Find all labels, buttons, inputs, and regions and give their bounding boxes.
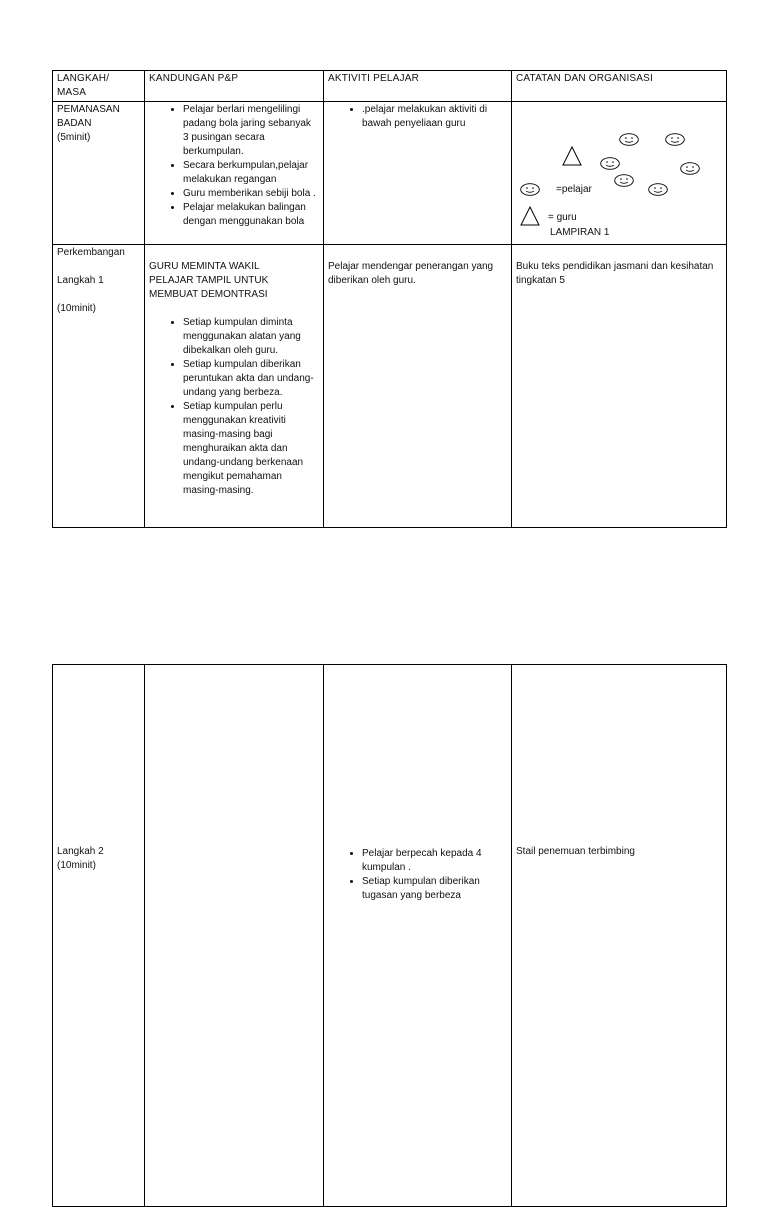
list-item: • Guru memberikan sebiji bola .	[183, 187, 319, 201]
cell-aktiviti-pemanasan	[324, 102, 512, 245]
smiley-face-icon	[619, 133, 639, 146]
row-perkembangan	[53, 245, 727, 528]
list-item: • Secara berkumpulan,pelajar melakukan regangan	[183, 159, 319, 187]
langkah-line: (5minit)	[57, 132, 91, 143]
smiley-face-icon	[680, 162, 700, 175]
langkah-line: (10minit)	[57, 303, 96, 314]
cell-langkah-pemanasan	[53, 102, 145, 245]
langkah-line: BADAN	[57, 118, 92, 129]
legend-pelajar: =pelajar	[556, 184, 592, 195]
cell-kandungan-pemanasan	[145, 102, 324, 245]
row-pemanasan	[53, 102, 727, 245]
cell-aktiviti-langkah-1	[324, 245, 512, 528]
langkah-line: (10minit)	[57, 860, 96, 871]
list-item: • .pelajar melakukan aktiviti di bawah penyeliaan guru	[362, 103, 507, 131]
list-item: • Setiap kumpulan perlu menggunakan kreativiti masing-masing bagi menghuraikan akta dan undang-undang berkenaan mengikut pemahaman masing-masing.	[183, 400, 319, 498]
list-item: • Setiap kumpulan diminta menggunakan alatan yang dibekalkan oleh guru.	[183, 316, 319, 358]
header-aktiviti: AKTIVITI PELAJAR	[324, 71, 512, 102]
cell-langkah-2	[53, 665, 145, 1207]
langkah-line: Perkembangan	[57, 247, 125, 258]
kandungan-list	[149, 316, 319, 498]
header-kandungan: KANDUNGAN P&P	[145, 71, 324, 102]
aktiviti-list	[328, 103, 507, 131]
kandungan-intro-line: PELAJAR TAMPIL UNTUK	[149, 275, 269, 286]
aktiviti-list	[328, 847, 507, 903]
legend-guru: = guru	[548, 212, 577, 223]
smiley-face-icon	[648, 183, 668, 196]
smiley-face-icon	[600, 157, 620, 170]
kandungan-list	[149, 103, 319, 229]
triangle-icon	[562, 146, 582, 166]
aktiviti-text: Pelajar mendengar penerangan yang diberikan oleh guru.	[328, 261, 494, 286]
smiley-face-icon	[520, 183, 540, 196]
langkah-line: Langkah 1	[57, 275, 104, 286]
catatan-text: Stail penemuan terbimbing	[516, 846, 635, 857]
cell-catatan-langkah-1	[512, 245, 727, 528]
cell-catatan-diagram	[512, 102, 727, 245]
list-item: • Pelajar berlari mengelilingi padang bola jaring sebanyak 3 pusingan secara berkumpulan.	[183, 103, 319, 159]
list-item: • Pelajar melakukan balingan dengan menggunakan bola	[183, 201, 319, 229]
cell-catatan-langkah-2	[512, 665, 727, 1207]
lesson-plan-table-2	[52, 664, 727, 1207]
lesson-plan-table-1	[52, 70, 727, 528]
kandungan-intro-line: GURU MEMINTA WAKIL	[149, 261, 260, 272]
kandungan-intro-line: MEMBUAT DEMONTRASI	[149, 289, 268, 300]
cell-kandungan-langkah-2	[145, 665, 324, 1207]
smiley-face-icon	[614, 174, 634, 187]
list-item: • Setiap kumpulan diberikan tugasan yang berbeza	[362, 875, 507, 903]
lampiran-label: LAMPIRAN 1	[550, 227, 610, 238]
header-row	[53, 71, 727, 102]
row-langkah-2	[53, 665, 727, 1207]
smiley-face-icon	[665, 133, 685, 146]
langkah-line: PEMANASAN	[57, 104, 120, 115]
list-item: • Setiap kumpulan diberikan peruntukan akta dan undang-undang yang berbeza.	[183, 358, 319, 400]
triangle-icon	[520, 206, 540, 226]
cell-kandungan-langkah-1	[145, 245, 324, 528]
header-catatan: CATATAN DAN ORGANISASI	[512, 71, 727, 102]
langkah-line: Langkah 2	[57, 846, 104, 857]
catatan-text: Buku teks pendidikan jasmani dan kesihatan tingkatan 5	[516, 261, 714, 286]
cell-aktiviti-langkah-2	[324, 665, 512, 1207]
cell-langkah-1	[53, 245, 145, 528]
header-langkah: LANGKAH/ MASA	[53, 71, 145, 102]
list-item: • Pelajar berpecah kepada 4 kumpulan .	[362, 847, 507, 875]
